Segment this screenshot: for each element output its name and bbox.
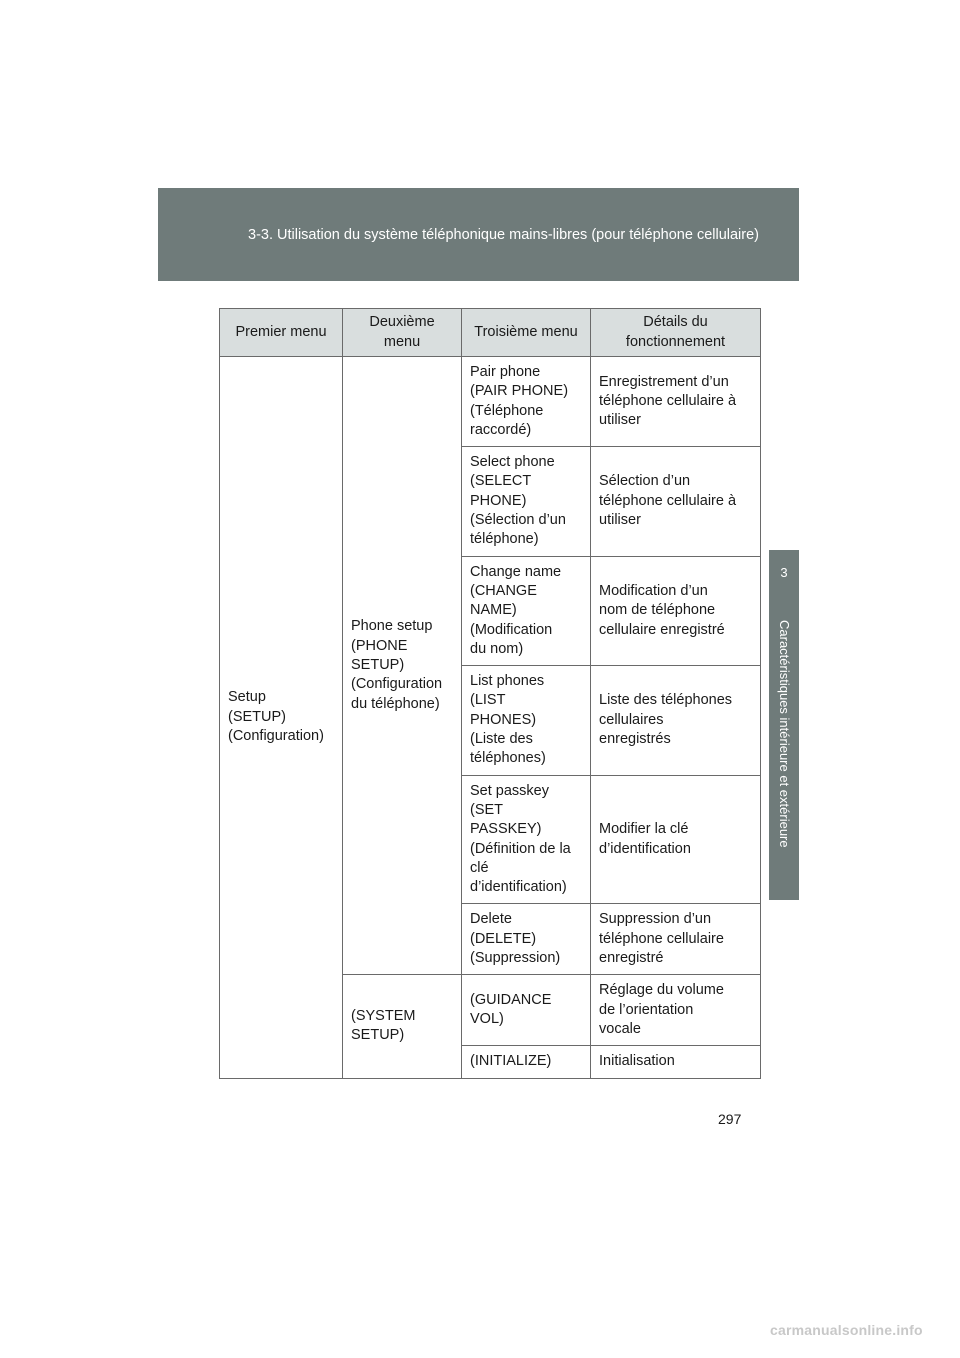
third-menu-cell: Set passkey (SET PASSKEY) (Définition de la clé d’identification) bbox=[462, 775, 591, 904]
header-deuxieme-menu: Deuxième menu bbox=[343, 309, 462, 357]
details-cell: Enregistrement d’un téléphone cellulaire à utiliser bbox=[591, 357, 761, 447]
chapter-title: 3-3. Utilisation du système téléphonique mains-libres (pour téléphone cellulaire) bbox=[248, 227, 759, 243]
menu-table-container bbox=[219, 308, 760, 1079]
menu-table bbox=[219, 308, 761, 1079]
second-menu-cell-system-setup: (SYSTEM SETUP) bbox=[343, 975, 462, 1078]
third-menu-cell: (INITIALIZE) bbox=[462, 1046, 591, 1078]
details-cell: Sélection d’un téléphone cellulaire à utiliser bbox=[591, 447, 761, 556]
table-header-row bbox=[220, 309, 761, 357]
third-menu-cell: Select phone (SELECT PHONE) (Sélection d’un téléphone) bbox=[462, 447, 591, 556]
page-number: 297 bbox=[718, 1111, 742, 1127]
details-cell: Suppression d’un téléphone cellulaire enregistré bbox=[591, 904, 761, 975]
header-details: Détails du fonctionnement bbox=[591, 309, 761, 357]
details-cell: Modification d’un nom de téléphone cellulaire enregistré bbox=[591, 556, 761, 665]
details-cell: Réglage du volume de l’orientation vocale bbox=[591, 975, 761, 1046]
chapter-tab-number: 3 bbox=[780, 565, 788, 580]
third-menu-cell: Pair phone (PAIR PHONE) (Téléphone raccordé) bbox=[462, 357, 591, 447]
second-menu-cell-phone-setup: Phone setup (PHONE SETUP) (Configuration du téléphone) bbox=[343, 357, 462, 975]
header-premier-menu: Premier menu bbox=[220, 309, 343, 357]
watermark: carmanualsonline.info bbox=[770, 1322, 923, 1338]
third-menu-cell: Delete (DELETE) (Suppression) bbox=[462, 904, 591, 975]
table-row bbox=[220, 357, 761, 447]
details-cell: Initialisation bbox=[591, 1046, 761, 1078]
details-cell: Liste des téléphones cellulaires enregistrés bbox=[591, 666, 761, 775]
third-menu-cell: (GUIDANCE VOL) bbox=[462, 975, 591, 1046]
first-menu-cell: Setup (SETUP) (Configuration) bbox=[220, 357, 343, 1079]
details-cell: Modifier la clé d’identification bbox=[591, 775, 761, 904]
header-troisieme-menu: Troisième menu bbox=[462, 309, 591, 357]
chapter-tab-label: Caractéristiques intérieure et extérieure bbox=[777, 620, 792, 848]
third-menu-cell: List phones (LIST PHONES) (Liste des téléphones) bbox=[462, 666, 591, 775]
third-menu-cell: Change name (CHANGE NAME) (Modification du nom) bbox=[462, 556, 591, 665]
